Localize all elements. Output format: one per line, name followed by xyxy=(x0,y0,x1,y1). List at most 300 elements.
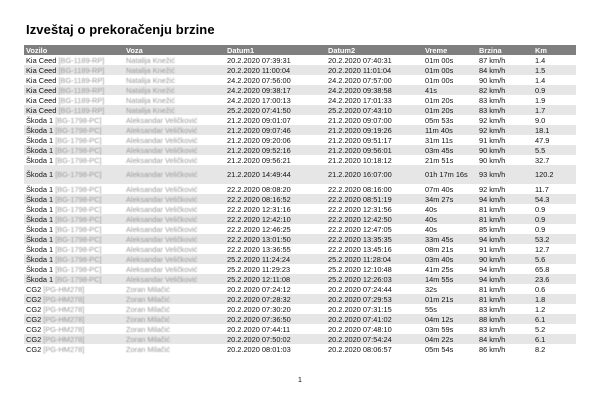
cell-speed: 88 km/h xyxy=(477,314,533,324)
cell-speed: 90 km/h xyxy=(479,155,506,165)
table-row xyxy=(24,314,576,324)
cell-date2: 20.2.2020 07:54:24 xyxy=(326,334,423,344)
cell-date1: 20.2.2020 07:39:31 xyxy=(227,55,291,65)
cell-date1: 22.2.2020 12:31:16 xyxy=(227,204,291,214)
vehicle-name: CG2 xyxy=(26,334,42,344)
cell-vehicle xyxy=(24,344,124,354)
driver-name: Aleksandar Veličković xyxy=(126,145,198,155)
cell-vehicle xyxy=(24,274,124,284)
cell-speed: 83 km/h xyxy=(477,105,533,115)
table-row xyxy=(24,105,576,115)
cell-speed: 81 km/h xyxy=(477,294,533,304)
vehicle-name: Škoda 1 xyxy=(26,145,54,155)
driver-name: Zoran Milačić xyxy=(126,314,170,324)
cell-km: 0.9 xyxy=(535,224,546,234)
cell-vehicle xyxy=(24,264,124,274)
cell-driver xyxy=(124,85,225,95)
cell-vehicle xyxy=(24,165,124,184)
cell-date1: 20.2.2020 07:50:02 xyxy=(225,334,326,344)
cell-driver xyxy=(124,334,225,344)
driver-name: Zoran Milačić xyxy=(126,294,170,304)
cell-date2: 24.2.2020 09:38:58 xyxy=(326,85,423,95)
cell-speed: 81 km/h xyxy=(479,284,506,294)
cell-date2: 22.2.2020 08:51:19 xyxy=(326,194,423,204)
cell-driver xyxy=(124,55,225,65)
cell-km: 12.7 xyxy=(535,244,550,254)
cell-duration: 41s xyxy=(423,85,477,95)
cell-driver xyxy=(124,294,225,304)
cell-speed: 83 km/h xyxy=(479,95,506,105)
table-row xyxy=(24,244,576,254)
cell-duration: 01h 17m 16s xyxy=(423,165,477,184)
cell-date1: 25.2.2020 12:11:08 xyxy=(225,274,326,284)
table-row xyxy=(24,155,576,165)
cell-vehicle xyxy=(24,334,124,344)
license-plate: [BG-1798-PC] xyxy=(55,264,102,274)
vehicle-name: Škoda 1 xyxy=(26,224,54,234)
cell-duration: 08m 21s xyxy=(425,244,454,254)
cell-driver xyxy=(124,344,225,354)
cell-date1: 25.2.2020 07:41:50 xyxy=(225,105,326,115)
license-plate: [BG-1189-RP] xyxy=(58,105,105,115)
cell-vehicle xyxy=(24,284,124,294)
cell-duration: 03m 59s xyxy=(425,324,454,334)
cell-date2: 22.2.2020 13:35:35 xyxy=(326,234,423,244)
cell-vehicle xyxy=(24,125,124,135)
cell-date2: 20.2.2020 07:40:31 xyxy=(328,55,392,65)
cell-driver xyxy=(124,274,225,284)
table-row xyxy=(24,274,576,284)
driver-name: Aleksandar Veličković xyxy=(126,214,198,224)
driver-name: Natalija Knežić xyxy=(126,85,175,95)
cell-date1: 20.2.2020 08:01:03 xyxy=(227,344,291,354)
cell-speed: 90 km/h xyxy=(477,145,533,155)
cell-km: 53.2 xyxy=(533,234,576,244)
cell-duration: 01m 00s xyxy=(423,65,477,75)
cell-date2: 20.2.2020 07:29:53 xyxy=(326,294,423,304)
table-row xyxy=(24,224,576,234)
license-plate: [PG-HM278] xyxy=(43,344,85,354)
cell-date2: 20.2.2020 11:01:04 xyxy=(326,65,423,75)
license-plate: [BG-1798-PC] xyxy=(55,184,102,194)
cell-speed: 81 km/h xyxy=(479,204,506,214)
license-plate: [BG-1798-PC] xyxy=(55,244,102,254)
vehicle-name: Škoda 1 xyxy=(26,264,54,274)
table-row xyxy=(24,145,576,155)
column-header-date2: Datum2 xyxy=(326,45,423,55)
cell-vehicle xyxy=(24,105,124,115)
table-row xyxy=(24,324,576,334)
cell-driver xyxy=(124,145,225,155)
license-plate: [BG-1189-RP] xyxy=(58,65,105,75)
table-row xyxy=(24,135,576,145)
cell-duration: 07m 40s xyxy=(425,184,454,194)
column-header-vehicle: Vozilo xyxy=(24,45,124,55)
cell-driver xyxy=(124,75,225,85)
driver-name: Aleksandar Veličković xyxy=(126,194,198,204)
table-row xyxy=(24,264,576,274)
page-number: 1 xyxy=(298,377,302,384)
cell-duration: 05m 53s xyxy=(425,115,454,125)
table-row xyxy=(24,95,576,105)
cell-driver xyxy=(124,314,225,324)
vehicle-name: Škoda 1 xyxy=(26,184,54,194)
cell-vehicle xyxy=(24,244,124,254)
cell-driver xyxy=(124,224,225,234)
cell-date2: 22.2.2020 12:47:05 xyxy=(328,224,392,234)
cell-vehicle xyxy=(24,95,124,105)
column-header-km: Km xyxy=(533,45,576,55)
cell-duration: 55s xyxy=(425,304,437,314)
cell-date1: 20.2.2020 07:24:12 xyxy=(227,284,291,294)
table-row xyxy=(24,304,576,314)
cell-date2: 21.2.2020 10:18:12 xyxy=(328,155,392,165)
column-header-driver: Voza xyxy=(124,45,225,55)
cell-date1: 24.2.2020 17:00:13 xyxy=(227,95,291,105)
cell-speed: 83 km/h xyxy=(479,324,506,334)
cell-date1: 21.2.2020 09:07:46 xyxy=(225,125,326,135)
cell-date2: 21.2.2020 09:51:17 xyxy=(328,135,392,145)
table-row xyxy=(24,344,576,354)
vehicle-name: Škoda 1 xyxy=(26,115,54,125)
vehicle-name: Škoda 1 xyxy=(26,234,54,244)
table-row xyxy=(24,234,576,244)
vehicle-name: Kia Ceed xyxy=(26,105,57,115)
cell-driver xyxy=(124,184,225,194)
column-header-duration: Vreme xyxy=(423,45,477,55)
table-row xyxy=(24,184,576,194)
cell-duration: 05m 54s xyxy=(425,344,454,354)
cell-date2: 22.2.2020 08:16:00 xyxy=(328,184,392,194)
vehicle-name: Škoda 1 xyxy=(26,155,54,165)
cell-speed: 84 km/h xyxy=(477,65,533,75)
driver-name: Aleksandar Veličković xyxy=(126,125,198,135)
cell-date1: 20.2.2020 07:36:50 xyxy=(225,314,326,324)
cell-speed: 91 km/h xyxy=(479,244,506,254)
cell-km: 0.6 xyxy=(535,284,546,294)
cell-km: 0.9 xyxy=(533,85,576,95)
table-row xyxy=(24,125,576,135)
cell-date1: 24.2.2020 09:38:17 xyxy=(225,85,326,95)
driver-name: Aleksandar Veličković xyxy=(126,264,198,274)
cell-km: 5.6 xyxy=(533,254,576,264)
cell-speed: 82 km/h xyxy=(477,85,533,95)
cell-date1: 20.2.2020 07:28:32 xyxy=(225,294,326,304)
driver-name: Natalija Knežić xyxy=(126,95,175,105)
cell-duration: 33m 45s xyxy=(423,234,477,244)
cell-duration: 40s xyxy=(425,204,437,214)
driver-name: Aleksandar Veličković xyxy=(126,115,198,125)
cell-driver xyxy=(124,165,225,184)
cell-vehicle xyxy=(24,314,124,324)
vehicle-name: CG2 xyxy=(26,324,42,334)
cell-km: 1.4 xyxy=(535,55,546,65)
license-plate: [PG-HM278] xyxy=(43,324,85,334)
cell-km: 1.8 xyxy=(533,294,576,304)
cell-vehicle xyxy=(24,135,124,145)
cell-km: 65.8 xyxy=(535,264,550,274)
cell-km: 18.1 xyxy=(533,125,576,135)
license-plate: [BG-1798-PC] xyxy=(55,234,102,244)
cell-vehicle xyxy=(24,234,124,244)
vehicle-name: Škoda 1 xyxy=(26,135,54,145)
cell-vehicle xyxy=(24,294,124,304)
cell-vehicle xyxy=(24,324,124,334)
table-row xyxy=(24,194,576,204)
report-title: Izveštaj o prekoračenju brzine xyxy=(26,22,215,37)
cell-date2: 24.2.2020 07:57:00 xyxy=(328,75,392,85)
cell-vehicle xyxy=(24,254,124,264)
cell-date1: 22.2.2020 13:36:55 xyxy=(227,244,291,254)
vehicle-name: Škoda 1 xyxy=(26,274,54,284)
driver-name: Aleksandar Veličković xyxy=(126,224,198,234)
cell-date1: 21.2.2020 09:52:16 xyxy=(225,145,326,155)
cell-duration: 21m 51s xyxy=(425,155,454,165)
cell-duration: 31m 11s xyxy=(425,135,453,145)
cell-speed: 91 km/h xyxy=(479,135,506,145)
cell-date1: 22.2.2020 08:16:52 xyxy=(225,194,326,204)
license-plate: [BG-1798-PC] xyxy=(55,224,102,234)
cell-km: 0.9 xyxy=(533,214,576,224)
driver-name: Natalija Knežić xyxy=(126,75,175,85)
vehicle-name: Škoda 1 xyxy=(26,214,54,224)
cell-duration: 04m 12s xyxy=(423,314,477,324)
driver-name: Zoran Milačić xyxy=(126,304,170,314)
cell-date1: 22.2.2020 08:08:20 xyxy=(227,184,291,194)
cell-duration: 04m 22s xyxy=(423,334,477,344)
cell-date1: 25.2.2020 11:24:24 xyxy=(225,254,326,264)
cell-date2: 21.2.2020 16:07:00 xyxy=(326,165,423,184)
cell-driver xyxy=(124,234,225,244)
cell-duration: 32s xyxy=(425,284,437,294)
license-plate: [BG-1798-PC] xyxy=(55,145,102,155)
vehicle-name: Kia Ceed xyxy=(26,95,57,105)
cell-date1: 21.2.2020 09:01:07 xyxy=(227,115,291,125)
cell-vehicle xyxy=(24,155,124,165)
license-plate: [BG-1189-RP] xyxy=(58,75,105,85)
cell-km: 1.2 xyxy=(535,304,546,314)
license-plate: [BG-1798-PC] xyxy=(55,214,102,224)
table-row xyxy=(24,85,576,95)
cell-driver xyxy=(124,284,225,294)
driver-name: Aleksandar Veličković xyxy=(126,254,198,264)
vehicle-name: Škoda 1 xyxy=(26,170,54,179)
driver-name: Zoran Milačić xyxy=(126,344,170,354)
table-row xyxy=(24,294,576,304)
driver-name: Zoran Milačić xyxy=(126,334,170,344)
license-plate: [BG-1798-PC] xyxy=(55,155,102,165)
driver-name: Zoran Milačić xyxy=(126,284,170,294)
cell-date2: 25.2.2020 11:28:04 xyxy=(326,254,423,264)
driver-name: Zoran Milačić xyxy=(126,324,170,334)
cell-vehicle xyxy=(24,304,124,314)
cell-date2: 22.2.2020 13:45:16 xyxy=(328,244,392,254)
table-row xyxy=(24,65,576,75)
license-plate: [BG-1798-PC] xyxy=(55,125,102,135)
cell-date1: 20.2.2020 07:44:11 xyxy=(227,324,291,334)
cell-km: 120.2 xyxy=(533,165,576,184)
license-plate: [PG-HM278] xyxy=(43,334,85,344)
license-plate: [PG-HM278] xyxy=(43,284,85,294)
cell-vehicle xyxy=(24,115,124,125)
cell-date1: 22.2.2020 12:42:10 xyxy=(225,214,326,224)
table-row xyxy=(24,334,576,344)
cell-km: 8.2 xyxy=(535,344,546,354)
cell-speed: 94 km/h xyxy=(477,234,533,244)
cell-duration: 34m 27s xyxy=(423,194,477,204)
cell-km: 54.3 xyxy=(533,194,576,204)
cell-km: 6.1 xyxy=(533,314,576,324)
cell-driver xyxy=(124,105,225,115)
cell-driver xyxy=(124,125,225,135)
driver-name: Aleksandar Veličković xyxy=(126,244,198,254)
vehicle-name: Kia Ceed xyxy=(26,65,57,75)
cell-km: 1.9 xyxy=(535,95,546,105)
table-row xyxy=(24,284,576,294)
driver-name: Aleksandar Veličković xyxy=(126,274,198,284)
license-plate: [BG-1798-PC] xyxy=(55,115,102,125)
cell-vehicle xyxy=(24,55,124,65)
vehicle-name: Kia Ceed xyxy=(26,55,57,65)
license-plate: [PG-HM278] xyxy=(43,294,85,304)
cell-km: 0.9 xyxy=(535,204,546,214)
cell-speed: 87 km/h xyxy=(479,55,506,65)
cell-km: 11.7 xyxy=(535,184,549,194)
cell-km: 23.6 xyxy=(533,274,576,284)
cell-date2: 20.2.2020 07:31:15 xyxy=(328,304,392,314)
table-row xyxy=(24,55,576,65)
cell-vehicle xyxy=(24,204,124,214)
cell-date2: 20.2.2020 07:24:44 xyxy=(328,284,392,294)
table-body xyxy=(24,55,576,354)
vehicle-name: CG2 xyxy=(26,284,42,294)
cell-date1: 21.2.2020 09:56:21 xyxy=(227,155,291,165)
cell-date2: 21.2.2020 09:07:00 xyxy=(328,115,392,125)
cell-date2: 21.2.2020 09:56:01 xyxy=(326,145,423,155)
cell-km: 1.4 xyxy=(535,75,546,85)
driver-name: Natalija Knežić xyxy=(126,105,175,115)
driver-name: Aleksandar Veličković xyxy=(126,170,198,179)
cell-km: 5.2 xyxy=(535,324,546,334)
license-plate: [PG-HM278] xyxy=(43,314,85,324)
cell-driver xyxy=(124,65,225,75)
cell-duration: 41m 25s xyxy=(425,264,454,274)
cell-speed: 85 km/h xyxy=(479,224,506,234)
vehicle-name: CG2 xyxy=(26,304,42,314)
cell-speed: 83 km/h xyxy=(479,304,506,314)
license-plate: [BG-1189-RP] xyxy=(58,95,105,105)
cell-date1: 21.2.2020 14:49:44 xyxy=(225,165,326,184)
driver-name: Aleksandar Veličković xyxy=(126,184,198,194)
cell-vehicle xyxy=(24,75,124,85)
cell-driver xyxy=(124,155,225,165)
vehicle-name: Škoda 1 xyxy=(26,125,54,135)
cell-date2: 25.2.2020 12:10:48 xyxy=(328,264,392,274)
cell-date2: 22.2.2020 12:42:50 xyxy=(326,214,423,224)
driver-name: Aleksandar Veličković xyxy=(126,204,198,214)
cell-date2: 25.2.2020 07:43:10 xyxy=(326,105,423,115)
cell-duration: 01m 20s xyxy=(425,95,454,105)
driver-name: Aleksandar Veličković xyxy=(126,155,198,165)
cell-vehicle xyxy=(24,214,124,224)
cell-driver xyxy=(124,324,225,334)
cell-km: 1.7 xyxy=(533,105,576,115)
cell-duration: 11m 40s xyxy=(423,125,477,135)
cell-vehicle xyxy=(24,145,124,155)
cell-km: 6.1 xyxy=(533,334,576,344)
vehicle-name: Škoda 1 xyxy=(26,254,54,264)
vehicle-name: CG2 xyxy=(26,294,42,304)
cell-driver xyxy=(124,214,225,224)
cell-duration: 01m 00s xyxy=(425,75,454,85)
cell-vehicle xyxy=(24,65,124,75)
license-plate: [BG-1798-PC] xyxy=(55,254,102,264)
license-plate: [BG-1798-PC] xyxy=(55,274,102,284)
cell-speed: 92 km/h xyxy=(477,125,533,135)
cell-driver xyxy=(124,95,225,105)
cell-driver xyxy=(124,244,225,254)
license-plate: [BG-1189-RP] xyxy=(58,55,105,65)
cell-speed: 94 km/h xyxy=(477,194,533,204)
vehicle-name: Kia Ceed xyxy=(26,75,57,85)
cell-km: 5.5 xyxy=(533,145,576,155)
table-row xyxy=(24,214,576,224)
driver-name: Aleksandar Veličković xyxy=(126,234,198,244)
cell-date1: 24.2.2020 07:56:00 xyxy=(227,75,291,85)
license-plate: [BG-1798-PC] xyxy=(55,204,102,214)
cell-speed: 81 km/h xyxy=(477,214,533,224)
cell-date2: 20.2.2020 07:48:10 xyxy=(328,324,392,334)
cell-date2: 20.2.2020 07:41:02 xyxy=(326,314,423,324)
cell-vehicle xyxy=(24,224,124,234)
cell-date1: 21.2.2020 09:20:06 xyxy=(227,135,291,145)
cell-duration: 40s xyxy=(425,224,437,234)
license-plate: [BG-1798-PC] xyxy=(55,135,102,145)
cell-duration: 14m 55s xyxy=(423,274,477,284)
cell-km: 32.7 xyxy=(535,155,550,165)
license-plate: [PG-HM278] xyxy=(43,304,85,314)
vehicle-name: Škoda 1 xyxy=(26,244,54,254)
cell-driver xyxy=(124,135,225,145)
table-header-row xyxy=(24,45,576,55)
cell-date2: 20.2.2020 08:06:57 xyxy=(328,344,392,354)
cell-duration: 01m 20s xyxy=(423,105,477,115)
column-header-date1: Datum1 xyxy=(225,45,326,55)
cell-speed: 94 km/h xyxy=(477,274,533,284)
column-header-speed: Brzina xyxy=(477,45,533,55)
cell-speed: 92 km/h xyxy=(479,184,506,194)
vehicle-name: Škoda 1 xyxy=(26,204,54,214)
cell-date2: 24.2.2020 17:01:33 xyxy=(328,95,392,105)
cell-driver xyxy=(124,115,225,125)
cell-date2: 22.2.2020 12:31:56 xyxy=(328,204,392,214)
table-row xyxy=(24,75,576,85)
license-plate: [BG-1189-RP] xyxy=(58,85,105,95)
cell-speed: 86 km/h xyxy=(479,344,506,354)
vehicle-name: Kia Ceed xyxy=(26,85,57,95)
table-row xyxy=(24,115,576,125)
cell-duration: 03m 45s xyxy=(423,145,477,155)
cell-date2: 21.2.2020 09:19:26 xyxy=(326,125,423,135)
cell-date1: 20.2.2020 11:00:04 xyxy=(225,65,326,75)
driver-name: Aleksandar Veličković xyxy=(126,135,198,145)
cell-vehicle xyxy=(24,184,124,194)
cell-vehicle xyxy=(24,194,124,204)
vehicle-name: Škoda 1 xyxy=(26,194,54,204)
driver-name: Natalija Knežić xyxy=(126,65,175,75)
cell-speed: 90 km/h xyxy=(477,254,533,264)
driver-name: Natalija Knežić xyxy=(126,55,175,65)
